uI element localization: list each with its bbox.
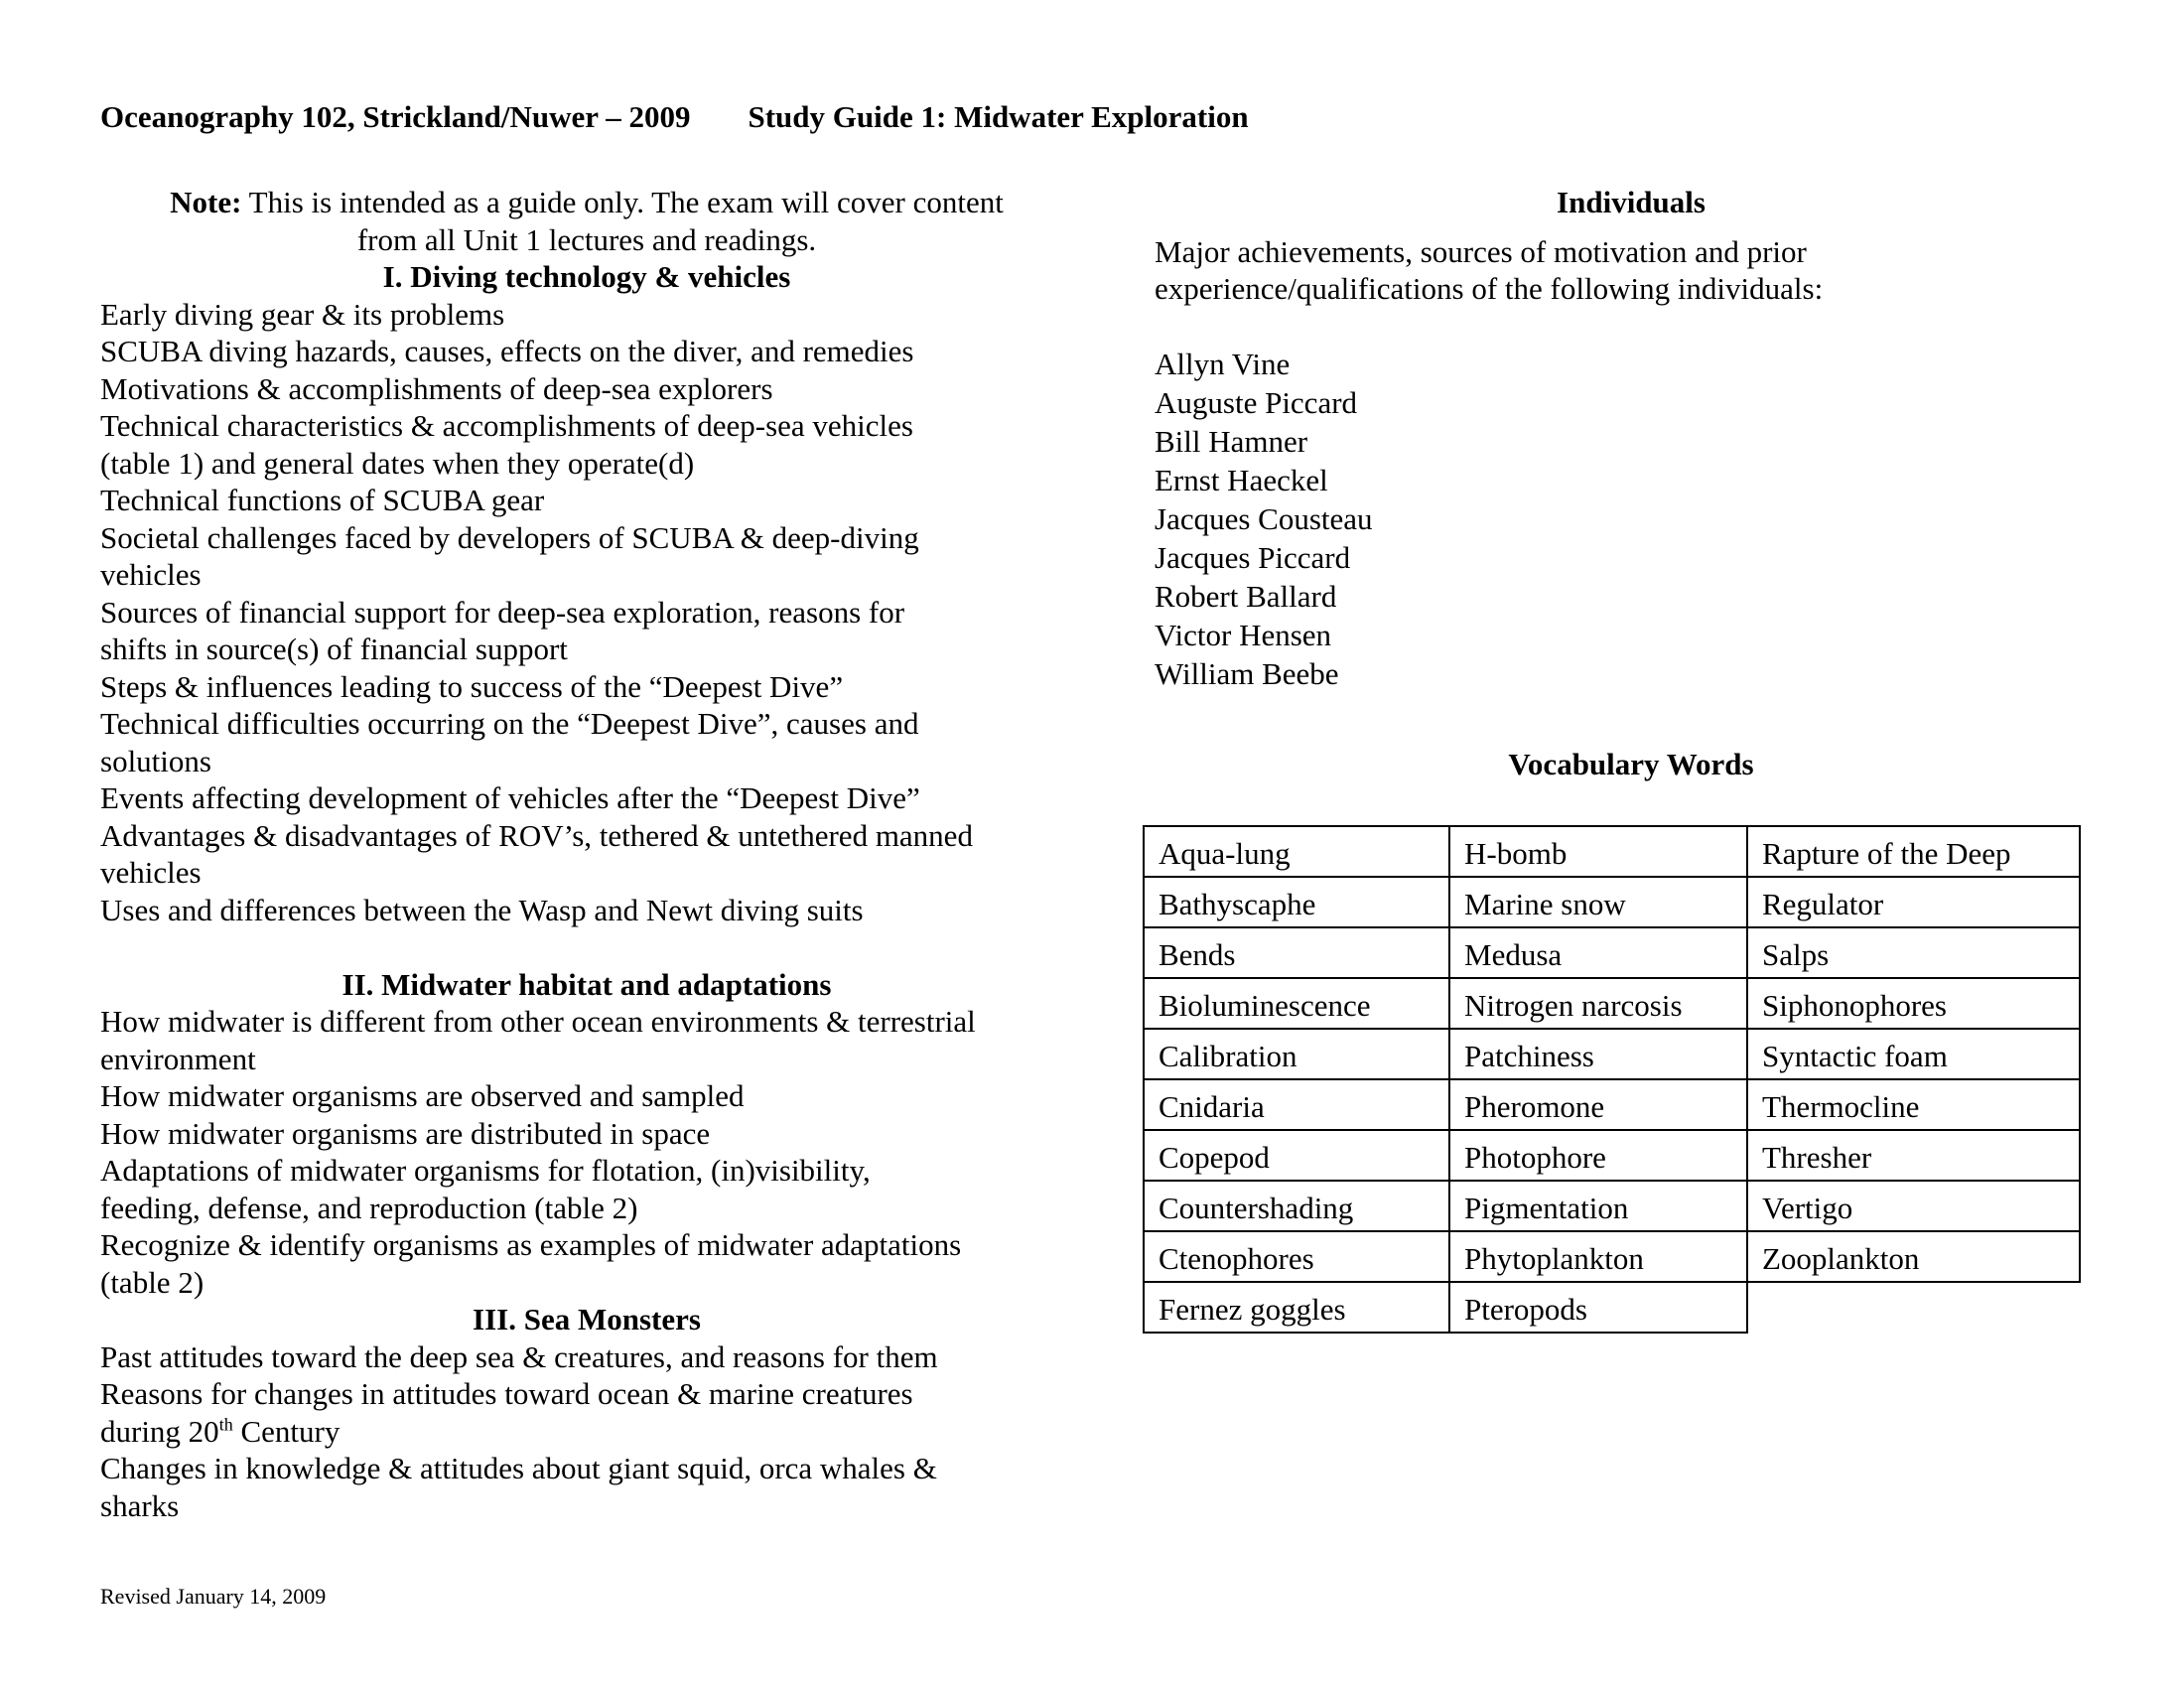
left-column bbox=[100, 184, 1073, 1524]
individual-name: Victor Hensen bbox=[1155, 617, 1332, 652]
section-1 bbox=[100, 258, 1073, 928]
vocabulary-cell: Zooplankton bbox=[1747, 1231, 2080, 1282]
section-title: I. Diving technology & vehicles bbox=[382, 259, 791, 294]
vocabulary-cell: Regulator bbox=[1747, 877, 2080, 927]
vocabulary-cell: Marine snow bbox=[1449, 877, 1747, 927]
vocabulary-row bbox=[1144, 1282, 2080, 1333]
century-superscript: th bbox=[218, 1414, 233, 1435]
individual-name: Allyn Vine bbox=[1155, 346, 1291, 381]
vocabulary-cell: Photophore bbox=[1449, 1130, 1747, 1181]
section-line: Uses and differences between the Wasp and Newt diving suits bbox=[100, 892, 864, 927]
individuals-list bbox=[1155, 345, 2108, 693]
individuals-intro-2: experience/qualifications of the following individuals: bbox=[1155, 271, 1824, 306]
vocabulary-cell: Pigmentation bbox=[1449, 1181, 1747, 1231]
section-line: Technical difficulties occurring on the “Deepest Dive”, causes and bbox=[100, 706, 919, 741]
section-line: Societal challenges faced by developers of SCUBA & deep-diving bbox=[100, 519, 919, 555]
vocabulary-cell: Pteropods bbox=[1449, 1282, 1747, 1333]
vocabulary-cell: Copepod bbox=[1144, 1130, 1449, 1181]
section-line: (table 1) and general dates when they operate(d) bbox=[100, 445, 695, 481]
vocabulary-cell: Aqua-lung bbox=[1144, 826, 1449, 877]
individual-name: Robert Ballard bbox=[1155, 578, 1337, 614]
vocabulary-row bbox=[1144, 1231, 2080, 1282]
vocabulary-row bbox=[1144, 927, 2080, 978]
section-line: Recognize & identify organisms as examples of midwater adaptations bbox=[100, 1227, 962, 1262]
vocabulary-row bbox=[1144, 1130, 2080, 1181]
note-line-2: from all Unit 1 lectures and readings. bbox=[356, 221, 817, 257]
vocabulary-title: Vocabulary Words bbox=[1508, 747, 1754, 781]
vocabulary-cell: H-bomb bbox=[1449, 826, 1747, 877]
section-line: Events affecting development of vehicles after the “Deepest Dive” bbox=[100, 780, 920, 815]
section-line: shifts in source(s) of financial support bbox=[100, 632, 568, 666]
vocabulary-row bbox=[1144, 826, 2080, 877]
vocabulary-cell bbox=[1747, 1282, 2080, 1333]
individual-name: Jacques Piccard bbox=[1155, 539, 1351, 575]
revision-date: Revised January 14, 2009 bbox=[100, 1584, 327, 1609]
course-title: Oceanography 102, Strickland/Nuwer – 2009 bbox=[100, 99, 691, 134]
section-line: Past attitudes toward the deep sea & creatures, and reasons for them bbox=[100, 1338, 938, 1374]
vocabulary-cell: Countershading bbox=[1144, 1181, 1449, 1231]
individual-name: William Beebe bbox=[1155, 655, 1339, 691]
vocabulary-cell: Patchiness bbox=[1449, 1029, 1747, 1079]
section-title: II. Midwater habitat and adaptations bbox=[341, 966, 832, 1002]
section-line: (table 2) bbox=[100, 1264, 205, 1300]
page-header bbox=[100, 99, 1249, 135]
individual-name: Jacques Cousteau bbox=[1155, 500, 1373, 536]
vocabulary-row bbox=[1144, 1079, 2080, 1130]
century-pre: during 20 bbox=[100, 1413, 219, 1449]
vocabulary-cell: Cnidaria bbox=[1144, 1079, 1449, 1130]
vocabulary-cell: Syntactic foam bbox=[1747, 1029, 2080, 1079]
section-line: Early diving gear & its problems bbox=[100, 296, 505, 332]
vocabulary-row bbox=[1144, 978, 2080, 1029]
vocabulary-cell: Siphonophores bbox=[1747, 978, 2080, 1029]
individual-name: Ernst Haeckel bbox=[1155, 462, 1328, 497]
spacer bbox=[100, 928, 1073, 966]
guide-title: Study Guide 1: Midwater Exploration bbox=[748, 99, 1249, 134]
section-line: SCUBA diving hazards, causes, effects on the diver, and remedies bbox=[100, 334, 914, 368]
vocabulary-cell: Thresher bbox=[1747, 1130, 2080, 1181]
section-line: solutions bbox=[100, 743, 211, 778]
vocabulary-cell: Vertigo bbox=[1747, 1181, 2080, 1231]
section-line: How midwater organisms are distributed in space bbox=[100, 1115, 711, 1151]
vocabulary-row bbox=[1144, 877, 2080, 927]
vocabulary-cell: Bends bbox=[1144, 927, 1449, 978]
section-line: Adaptations of midwater organisms for flotation, (in)visibility, bbox=[100, 1153, 871, 1188]
note-line-1: This is intended as a guide only. The exam will cover content bbox=[241, 185, 1004, 219]
section-line: Advantages & disadvantages of ROV’s, tethered & untethered manned bbox=[100, 817, 973, 853]
century-post: Century bbox=[232, 1413, 341, 1449]
individuals-title: Individuals bbox=[1557, 185, 1706, 219]
section-line: Steps & influences leading to success of the “Deepest Dive” bbox=[100, 668, 844, 704]
vocabulary-row bbox=[1144, 1181, 2080, 1231]
vocabulary-cell: Bathyscaphe bbox=[1144, 877, 1449, 927]
section-line: Reasons for changes in attitudes toward ocean & marine creatures bbox=[100, 1376, 913, 1411]
individual-name: Bill Hamner bbox=[1155, 423, 1308, 459]
note bbox=[100, 184, 1073, 258]
section-line: sharks bbox=[100, 1487, 180, 1523]
section-line-century bbox=[100, 1413, 1073, 1451]
section-line: How midwater is different from other ocean environments & terrestrial bbox=[100, 1004, 976, 1039]
section-line: How midwater organisms are observed and sampled bbox=[100, 1078, 745, 1113]
vocabulary-cell: Nitrogen narcosis bbox=[1449, 978, 1747, 1029]
right-column bbox=[1155, 184, 2108, 693]
section-3 bbox=[100, 1301, 1073, 1524]
section-line: feeding, defense, and reproduction (table 2) bbox=[100, 1190, 638, 1225]
section-line: vehicles bbox=[100, 557, 202, 592]
vocabulary-cell: Medusa bbox=[1449, 927, 1747, 978]
vocabulary-cell: Phytoplankton bbox=[1449, 1231, 1747, 1282]
vocabulary-cell: Rapture of the Deep bbox=[1747, 826, 2080, 877]
section-line: Motivations & accomplishments of deep-sea explorers bbox=[100, 370, 773, 406]
section-2 bbox=[100, 966, 1073, 1302]
section-line: vehicles bbox=[100, 855, 202, 890]
individuals-intro bbox=[1155, 233, 2108, 308]
individual-name: Auguste Piccard bbox=[1155, 384, 1358, 420]
vocabulary-cell: Thermocline bbox=[1747, 1079, 2080, 1130]
section-line: Technical functions of SCUBA gear bbox=[100, 483, 545, 517]
note-label: Note: bbox=[170, 185, 242, 219]
vocabulary-table bbox=[1143, 825, 2081, 1334]
individuals-intro-1: Major achievements, sources of motivation and prior bbox=[1155, 233, 1807, 269]
section-line: Sources of financial support for deep-sea exploration, reasons for bbox=[100, 594, 905, 630]
section-line: Technical characteristics & accomplishments of deep-sea vehicles bbox=[100, 408, 913, 443]
vocabulary-cell: Salps bbox=[1747, 927, 2080, 978]
vocabulary-cell: Calibration bbox=[1144, 1029, 1449, 1079]
section-line: environment bbox=[100, 1041, 256, 1076]
vocabulary-row bbox=[1144, 1029, 2080, 1079]
vocabulary-cell: Fernez goggles bbox=[1144, 1282, 1449, 1333]
vocabulary-cell: Bioluminescence bbox=[1144, 978, 1449, 1029]
vocabulary-cell: Ctenophores bbox=[1144, 1231, 1449, 1282]
section-line: Changes in knowledge & attitudes about giant squid, orca whales & bbox=[100, 1451, 937, 1485]
vocabulary-cell: Pheromone bbox=[1449, 1079, 1747, 1130]
section-title: III. Sea Monsters bbox=[473, 1302, 701, 1336]
